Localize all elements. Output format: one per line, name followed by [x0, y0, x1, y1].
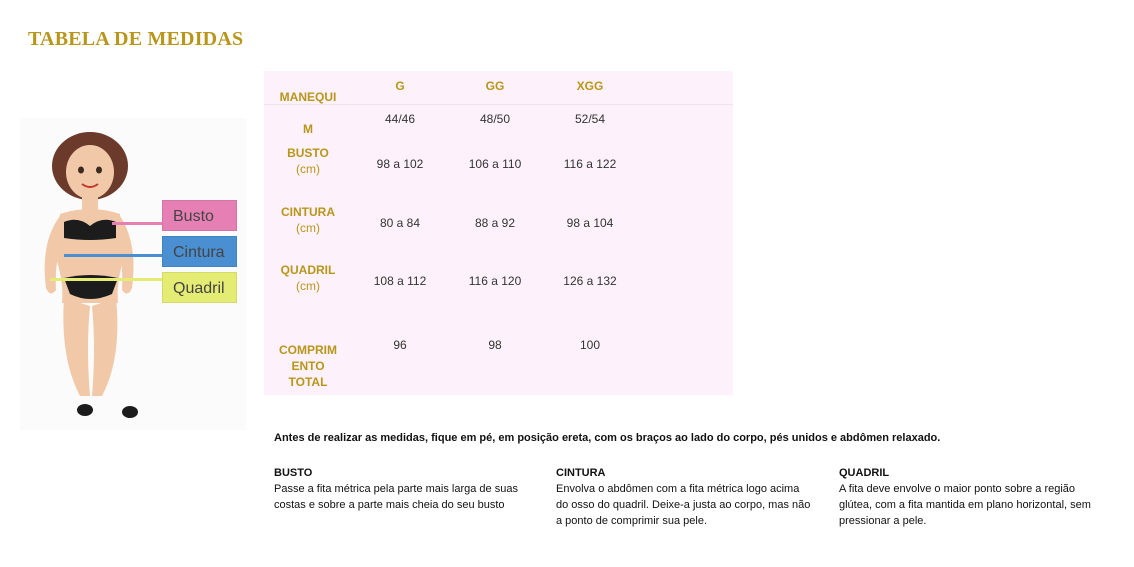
comprimento-label-line3: TOTAL	[288, 375, 328, 389]
busto-value-xgg: 116 a 122	[563, 157, 617, 171]
busto-row-label	[264, 145, 352, 177]
cintura-instructions	[556, 465, 811, 529]
comprimento-value-gg: 98	[488, 338, 502, 352]
quadril-row-label	[264, 262, 352, 294]
cintura-tag: Cintura	[162, 236, 237, 267]
busto-tag: Busto	[162, 200, 237, 231]
comprimento-row-label	[264, 342, 352, 390]
measurement-intro: Antes de realizar as medidas, fique em pé, em posição ereta, com os braços ao lado do corpo, pés unidos e abdômen relaxado.	[274, 432, 941, 444]
manequim-label-2	[264, 121, 352, 137]
busto-label: BUSTO	[287, 146, 329, 160]
size-header-g: G	[395, 79, 405, 93]
busto-instructions-title: BUSTO	[274, 467, 313, 479]
manequim-value-g: 44/46	[384, 112, 416, 126]
quadril-value-xgg: 126 a 132	[563, 274, 617, 288]
cintura-label: CINTURA	[281, 205, 335, 219]
quadril-instructions-title: QUADRIL	[839, 467, 890, 479]
manequim-value-gg: 48/50	[479, 112, 511, 126]
quadril-unit: (cm)	[296, 279, 320, 293]
busto-value-gg: 106 a 110	[468, 157, 522, 171]
comprimento-label-line1: COMPRIM	[279, 343, 337, 357]
cintura-value-gg: 88 a 92	[474, 216, 516, 230]
manequim-label	[264, 89, 352, 105]
cintura-row-label	[264, 204, 352, 236]
size-header-gg: GG	[485, 79, 505, 93]
header-separator	[264, 104, 733, 105]
quadril-value-g: 108 a 112	[373, 274, 427, 288]
size-table	[264, 71, 733, 395]
size-header-xgg: XGG	[576, 79, 604, 93]
busto-instructions	[274, 465, 529, 513]
quadril-instructions	[839, 465, 1094, 529]
page-title: TABELA DE MEDIDAS	[28, 28, 244, 50]
body-illustration	[20, 118, 246, 430]
quadril-value-gg: 116 a 120	[468, 274, 522, 288]
comprimento-label-line2: ENTO	[291, 359, 325, 373]
cintura-instructions-title: CINTURA	[556, 467, 606, 479]
busto-instructions-text: Passe a fita métrica pela parte mais larga de suas costas e sobre a parte mais cheia do seu busto	[274, 483, 518, 511]
manequim-label-line2: M	[303, 122, 313, 136]
cintura-value-xgg: 98 a 104	[566, 216, 614, 230]
manequim-label-line1: MANEQUI	[279, 90, 337, 104]
manequim-value-xgg: 52/54	[574, 112, 606, 126]
cintura-unit: (cm)	[296, 221, 320, 235]
quadril-tag: Quadril	[162, 272, 237, 303]
quadril-label: QUADRIL	[280, 263, 336, 277]
busto-value-g: 98 a 102	[376, 157, 424, 171]
busto-unit: (cm)	[296, 162, 320, 176]
comprimento-value-xgg: 100	[579, 338, 601, 352]
cintura-value-g: 80 a 84	[379, 216, 421, 230]
cintura-instructions-text: Envolva o abdômen com a fita métrica logo acima do osso do quadril. Deixe-a justa ao corpo, mas não a ponto de comprimir sua pele.	[556, 483, 811, 527]
quadril-instructions-text: A fita deve envolve o maior ponto sobre a região glútea, com a fita mantida em plano horizontal, sem pressionar a pele.	[839, 483, 1091, 527]
comprimento-value-g: 96	[393, 338, 407, 352]
